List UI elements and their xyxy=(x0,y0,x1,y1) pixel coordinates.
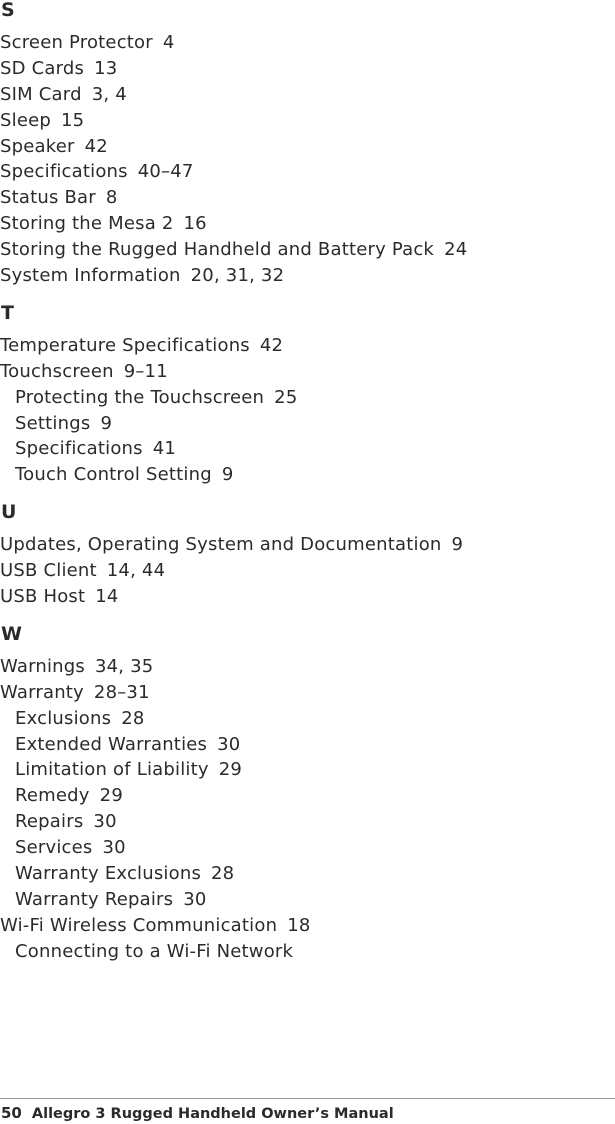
section-letter: S xyxy=(1,0,15,21)
index-entry xyxy=(0,584,615,610)
index-entry xyxy=(0,532,615,558)
index-subentry xyxy=(0,757,615,783)
entry-pages: 28 xyxy=(211,863,235,885)
index-subentry xyxy=(0,887,615,913)
entry-term: Warranty xyxy=(0,681,84,703)
entry-pages: 28–31 xyxy=(93,681,150,703)
entry-pages: 14, 44 xyxy=(106,560,166,582)
entry-pages: 13 xyxy=(94,57,118,79)
entry-term: Services xyxy=(15,837,93,859)
index-entry xyxy=(0,237,615,263)
entry-term: Speaker xyxy=(0,135,75,157)
footer-divider xyxy=(0,1098,615,1099)
entry-pages: 25 xyxy=(274,386,298,408)
index-section-t xyxy=(0,303,615,488)
section-letter: T xyxy=(1,301,14,324)
index-entry xyxy=(0,134,615,160)
entry-term: Protecting the Touchscreen xyxy=(15,386,265,408)
entry-pages: 8 xyxy=(105,187,118,209)
index-entry xyxy=(0,680,615,706)
index-subentry xyxy=(0,385,615,411)
index-entry xyxy=(0,359,615,385)
entry-pages: 28 xyxy=(121,707,145,729)
entry-term: System Information xyxy=(0,265,181,287)
entry-term: SIM Card xyxy=(0,83,82,105)
index-subentry xyxy=(0,411,615,437)
section-letter: U xyxy=(1,501,17,524)
index-entry xyxy=(0,185,615,211)
entry-term: Specifications xyxy=(15,438,143,460)
entry-pages: 14 xyxy=(95,586,119,608)
index-subentry xyxy=(0,939,615,965)
index-entry xyxy=(0,211,615,237)
page-footer xyxy=(0,1103,394,1124)
index-subentry xyxy=(0,783,615,809)
entry-term: USB Host xyxy=(0,586,86,608)
entry-pages: 15 xyxy=(61,109,85,131)
manual-title: Allegro 3 Rugged Handheld Owner’s Manual xyxy=(31,1106,394,1122)
index-entry xyxy=(0,263,615,289)
entry-pages: 9 xyxy=(100,412,113,434)
entry-pages: 4 xyxy=(162,32,175,53)
index-subentry xyxy=(0,809,615,835)
entry-pages: 40–47 xyxy=(137,161,194,183)
entry-term: Settings xyxy=(15,412,91,434)
entry-pages: 30 xyxy=(102,837,126,859)
entry-pages: 9 xyxy=(451,534,464,556)
entry-pages: 9–11 xyxy=(123,360,168,382)
index-entry xyxy=(0,108,615,134)
entry-pages: 30 xyxy=(93,811,117,833)
index-entry xyxy=(0,654,615,680)
entry-pages: 16 xyxy=(183,213,207,235)
index-section-w xyxy=(0,624,615,965)
entry-pages: 30 xyxy=(217,733,241,755)
entry-term: Limitation of Liability xyxy=(15,759,209,781)
index-entry xyxy=(0,82,615,108)
index-entry xyxy=(0,558,615,584)
entry-term: Repairs xyxy=(15,811,84,833)
index-entry xyxy=(0,159,615,185)
entry-term: Extended Warranties xyxy=(15,733,208,755)
entry-term: Storing the Rugged Handheld and Battery Pack xyxy=(0,239,435,261)
index-subentry xyxy=(0,861,615,887)
index-section-s xyxy=(0,0,615,289)
entry-pages: 20, 31, 32 xyxy=(190,265,285,287)
entry-term: Sleep xyxy=(0,109,52,131)
page-number: 50 xyxy=(1,1104,22,1122)
entry-pages: 41 xyxy=(152,438,177,460)
entry-pages: 30 xyxy=(183,888,207,910)
entry-term: Remedy xyxy=(15,785,90,807)
entry-term: Exclusions xyxy=(15,707,112,729)
index-entry xyxy=(0,333,615,359)
entry-pages: 29 xyxy=(99,785,123,807)
entry-pages: 9 xyxy=(221,464,234,486)
entry-term: Connecting to a Wi-Fi Network xyxy=(15,940,294,962)
entry-pages: 18 xyxy=(287,914,311,936)
entry-term: USB Client xyxy=(0,560,97,582)
entry-term: SD Cards xyxy=(0,57,85,79)
entry-term: Specifications xyxy=(0,161,128,183)
entry-pages: 42 xyxy=(84,135,108,157)
entry-pages: 34, 35 xyxy=(94,655,154,677)
index-entry xyxy=(0,56,615,82)
index-subentry xyxy=(0,706,615,732)
entry-term: Wi-Fi Wireless Communication xyxy=(0,914,278,936)
entry-term: Warnings xyxy=(0,655,85,677)
entry-term: Warranty Exclusions xyxy=(15,863,202,885)
entry-term: Updates, Operating System and Documentation xyxy=(0,534,442,556)
index-entry xyxy=(0,913,615,939)
index-subentry xyxy=(0,462,615,488)
entry-term: Touch Control Setting xyxy=(15,464,212,486)
section-letter: W xyxy=(1,622,22,645)
entry-term: Warranty Repairs xyxy=(15,888,174,910)
entry-term: Touchscreen xyxy=(0,360,114,382)
entry-term: Screen Protector xyxy=(0,32,153,53)
index-subentry xyxy=(0,732,615,758)
entry-pages: 42 xyxy=(259,334,284,356)
entry-term: Status Bar xyxy=(0,187,96,209)
index-entry xyxy=(0,30,615,56)
entry-pages: 24 xyxy=(444,239,468,261)
index-subentry xyxy=(0,436,615,462)
index-subentry xyxy=(0,835,615,861)
entry-pages: 3, 4 xyxy=(91,83,127,105)
entry-term: Storing the Mesa 2 xyxy=(0,213,174,235)
index-section-u xyxy=(0,502,615,610)
entry-term: Temperature Specifications xyxy=(0,334,250,356)
entry-pages: 29 xyxy=(218,759,243,781)
